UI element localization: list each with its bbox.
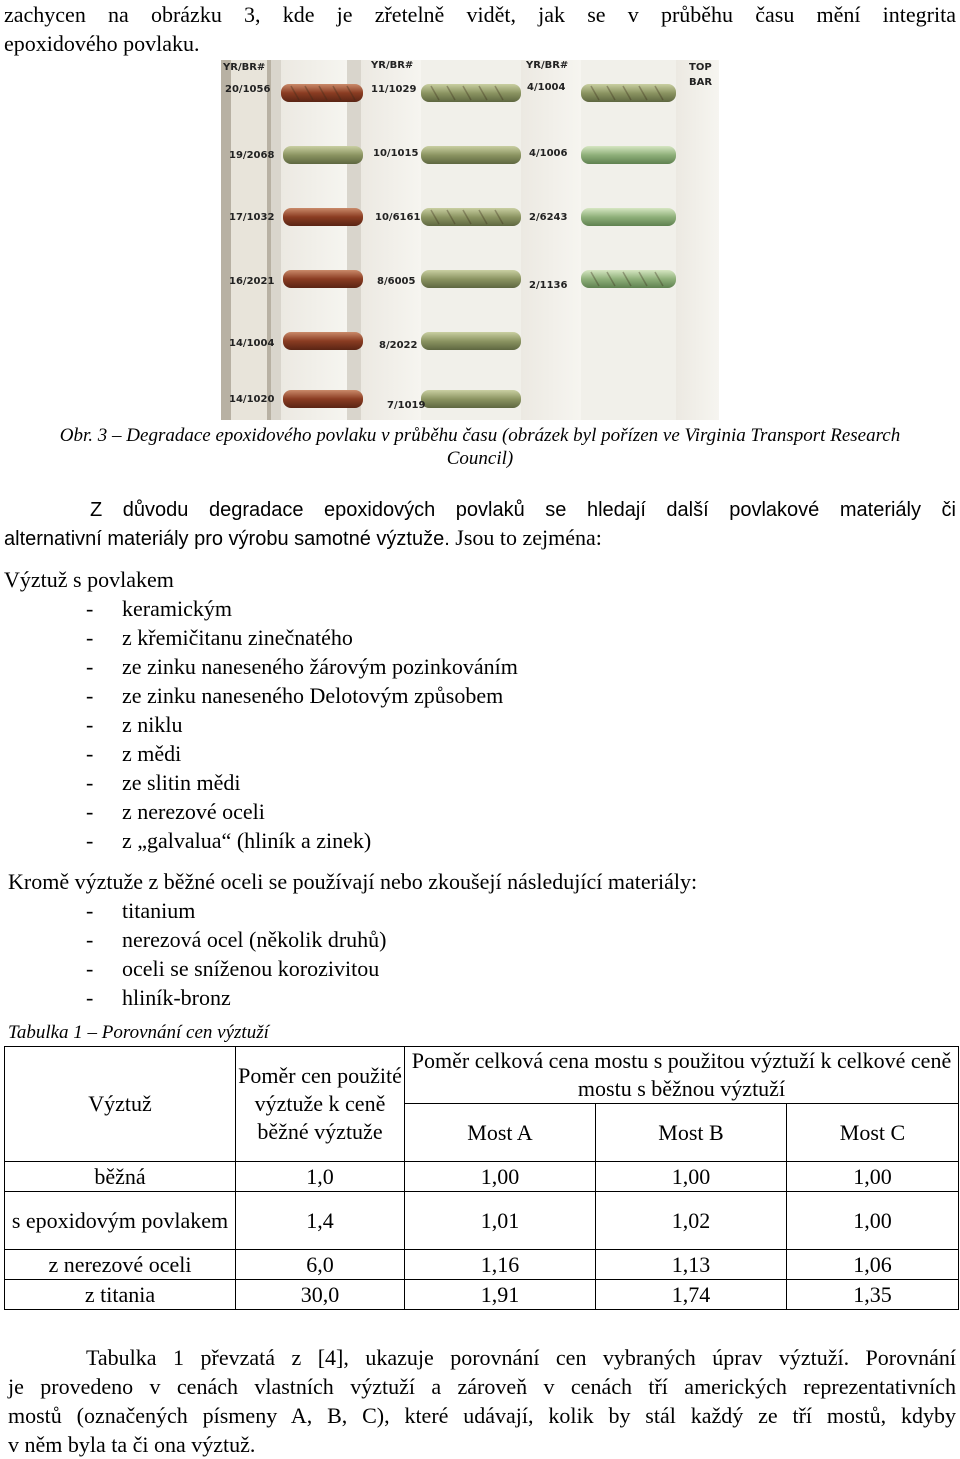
list-item	[86, 710, 518, 739]
label-right-1: 4/1004	[527, 82, 566, 93]
cell-ratio: 1,4	[236, 1192, 405, 1250]
label-left-6: 14/1020	[229, 394, 275, 405]
dash: -	[86, 625, 94, 650]
header-pomer-cen: Poměr cen použité výztuže k ceně běžné výztuže	[236, 1047, 405, 1162]
para2-line-1: Tabulka 1 převzatá z [4], ukazuje porovnání cen vybraných úprav výztuží. Porovnání	[86, 1345, 956, 1370]
dash: -	[86, 927, 94, 952]
dash: -	[86, 898, 94, 923]
list-item	[86, 594, 518, 623]
cell-most-a: 1,00	[405, 1162, 596, 1192]
photo-header-2: YR/BR#	[371, 60, 414, 71]
label-mid-5: 8/2022	[379, 340, 418, 351]
para2-line-3: mostů (označených písmeny A, B, C), které udávají, kolik by stál každý ze tří mostů, kdyby	[8, 1403, 956, 1428]
list-item	[86, 925, 387, 954]
label-right-4: 2/1136	[529, 280, 568, 291]
list-item	[86, 797, 518, 826]
list-item-text: nerezová ocel (několik druhů)	[122, 927, 387, 952]
list1	[86, 594, 518, 855]
dash: -	[86, 596, 94, 621]
list-item	[86, 954, 387, 983]
list-item	[86, 623, 518, 652]
cell-most-c: 1,00	[787, 1192, 959, 1250]
table-row	[5, 1250, 959, 1280]
cell-ratio: 30,0	[236, 1280, 405, 1310]
list-item-text: z niklu	[122, 712, 183, 737]
table-row	[5, 1192, 959, 1250]
list-item-text: hliník-bronz	[122, 985, 231, 1010]
dash: -	[86, 799, 94, 824]
cell-most-c: 1,06	[787, 1250, 959, 1280]
list-item	[86, 768, 518, 797]
list-item	[86, 826, 518, 855]
list-item	[86, 983, 387, 1012]
cell-most-a: 1,91	[405, 1280, 596, 1310]
list-item-text: ze zinku naneseného žárovým pozinkováním	[122, 654, 518, 679]
dash: -	[86, 741, 94, 766]
list-item-text: z mědi	[122, 741, 182, 766]
intro-line-2: epoxidového povlaku.	[4, 31, 200, 56]
table-header-row	[5, 1047, 959, 1104]
photo-header-1: YR/BR#	[223, 62, 266, 73]
label-left-4: 16/2021	[229, 276, 275, 287]
para1-line-2-serif: Jsou to zejména:	[449, 525, 602, 550]
header-vyztuz: Výztuž	[5, 1047, 236, 1162]
rebar-degradation-photo	[221, 60, 719, 420]
figure-caption-line-2: Council)	[446, 448, 514, 469]
figure-caption-line-1: Obr. 3 – Degradace epoxidového povlaku v průběhu času (obrázek byl pořízen ve Virginia Transport Research	[59, 425, 901, 446]
dash: -	[86, 985, 94, 1010]
label-right-2: 4/1006	[529, 148, 568, 159]
list-item-text: keramickým	[122, 596, 232, 621]
label-left-2: 19/2068	[229, 150, 275, 161]
header-most-b: Most B	[596, 1104, 787, 1162]
intro-line-1: zachycen na obrázku 3, kde je zřetelně vidět, jak se v průběhu času mění integrita	[4, 2, 956, 27]
label-right-3: 2/6243	[529, 212, 568, 223]
para2-line-4: v něm byla ta či ona výztuž.	[8, 1432, 256, 1457]
photo-header-3: YR/BR#	[526, 60, 569, 71]
label-mid-1: 11/1029	[371, 84, 417, 95]
dash: -	[86, 956, 94, 981]
header-most-a: Most A	[405, 1104, 596, 1162]
list-item	[86, 896, 387, 925]
cell-most-b: 1,13	[596, 1250, 787, 1280]
para2-line-2: je provedeno v cenách vlastních výztuží a zároveň v cenách tří amerických reprezentativních	[8, 1374, 956, 1399]
price-comparison-table	[4, 1046, 959, 1310]
photo-header-top: TOP	[689, 62, 712, 73]
list-item-text: oceli se sníženou korozivitou	[122, 956, 380, 981]
cell-most-b: 1,00	[596, 1162, 787, 1192]
cell-ratio: 1,0	[236, 1162, 405, 1192]
list-item-text: z nerezové oceli	[122, 799, 265, 824]
table-caption: Tabulka 1 – Porovnání cen výztuží	[8, 1022, 269, 1043]
cell-most-c: 1,35	[787, 1280, 959, 1310]
table-row	[5, 1280, 959, 1310]
list2	[86, 896, 387, 1012]
dash: -	[86, 712, 94, 737]
dash: -	[86, 654, 94, 679]
list-item-text: z „galvalua“ (hliník a zinek)	[122, 828, 372, 853]
list-item-text: ze slitin mědi	[122, 770, 241, 795]
cell-material: s epoxidovým povlakem	[5, 1192, 236, 1250]
cell-material: z titania	[5, 1280, 236, 1310]
list-item-text: z křemičitanu zinečnatého	[122, 625, 353, 650]
para1-line-2	[4, 523, 602, 554]
list-item-text: titanium	[122, 898, 196, 923]
cell-most-b: 1,02	[596, 1192, 787, 1250]
list-item	[86, 681, 518, 710]
label-left-1: 20/1056	[225, 84, 271, 95]
list2-heading: Kromě výztuže z běžné oceli se používají nebo zkoušejí následující materiály:	[8, 869, 698, 894]
cell-material: běžná	[5, 1162, 236, 1192]
para1-line-1: Z důvodu degradace epoxidových povlaků se hledají další povlakové materiály či	[90, 499, 956, 521]
list-item	[86, 652, 518, 681]
header-most-c: Most C	[787, 1104, 959, 1162]
cell-material: z nerezové oceli	[5, 1250, 236, 1280]
label-mid-3: 10/6161	[375, 212, 421, 223]
table-row	[5, 1162, 959, 1192]
list-item	[86, 739, 518, 768]
dash: -	[86, 828, 94, 853]
para1-line-2-sans: alternativní materiály pro výrobu samotné výztuže.	[4, 528, 450, 550]
cell-most-b: 1,74	[596, 1280, 787, 1310]
label-left-3: 17/1032	[229, 212, 275, 223]
cell-most-a: 1,16	[405, 1250, 596, 1280]
label-left-5: 14/1004	[229, 338, 275, 349]
header-bridge-ratio: Poměr celková cena mostu s použitou výztuží k celkové ceně mostu s běžnou výztuží	[405, 1047, 959, 1104]
dash: -	[86, 683, 94, 708]
label-mid-2: 10/1015	[373, 148, 419, 159]
photo-header-bar: BAR	[689, 77, 713, 88]
cell-ratio: 6,0	[236, 1250, 405, 1280]
label-mid-4: 8/6005	[377, 276, 416, 287]
cell-most-a: 1,01	[405, 1192, 596, 1250]
list1-heading: Výztuž s povlakem	[4, 567, 174, 592]
label-mid-6: 7/1019	[387, 400, 426, 411]
list-item-text: ze zinku naneseného Delotovým způsobem	[122, 683, 504, 708]
dash: -	[86, 770, 94, 795]
cell-most-c: 1,00	[787, 1162, 959, 1192]
